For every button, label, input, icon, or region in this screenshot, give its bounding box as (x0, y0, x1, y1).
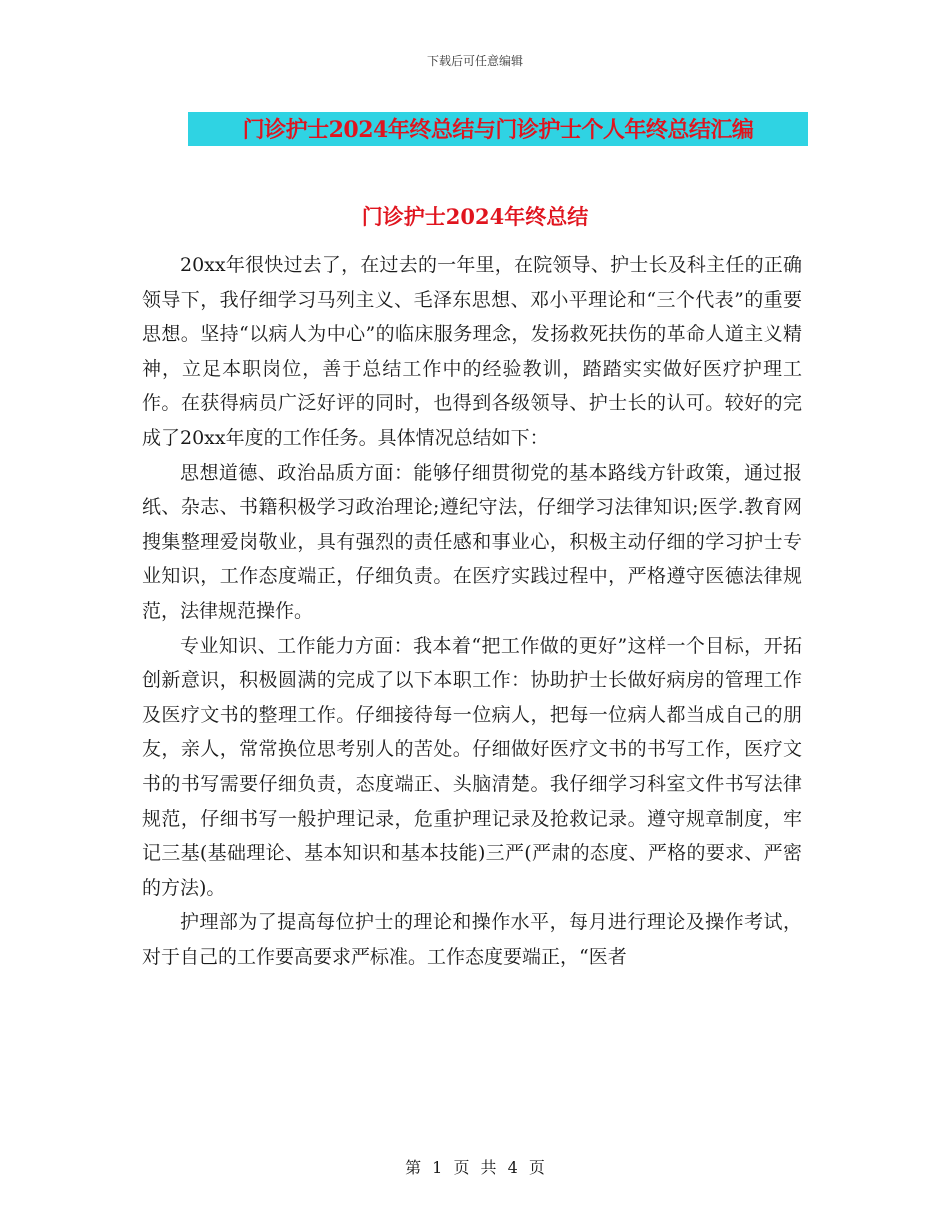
paragraph: 思想道德、政治品质方面：能够仔细贯彻党的基本路线方针政策，通过报纸、杂志、书籍积极学习政治理论;遵纪守法，仔细学习法律知识;医学.教育网搜集整理爱岗敬业，具有强烈的责任感和事业心，积极主动仔细的学习护士专业知识，工作态度端正，仔细负责。在医疗实践过程中，严格遵守医德法律规范，法律规范操作。 (142, 461, 802, 622)
document-main-title: 门诊护士2024年终总结与门诊护士个人年终总结汇编 (242, 117, 754, 143)
page-header-note: 下载后可任意编辑 (426, 54, 523, 68)
paragraph: 20xx年很快过去了，在过去的一年里，在院领导、护士长及科主任的正确领导下，我仔细学习马列主义、毛泽东思想、邓小平理论和“三个代表”的重要思想。坚持“以病人为中心”的临床服务理念，发扬救死扶伤的革命人道主义精神，立足本职岗位，善于总结工作中的经验教训，踏踏实实做好医疗护理工作。在获得病员广泛好评的同时，也得到各级领导、护士长的认可。较好的完成了20xx年度的工作任务。具体情况总结如下： (142, 254, 802, 449)
section-title: 门诊护士2024年终总结 (361, 204, 589, 229)
paragraph: 专业知识、工作能力方面：我本着“把工作做的更好”这样一个目标，开拓创新意识，积极圆满的完成了以下本职工作：协助护士长做好病房的管理工作及医疗文书的整理工作。仔细接待每一位病人，把每一位病人都当成自己的朋友，亲人，常常换位思考别人的苦处。仔细做好医疗文书的书写工作，医疗文书的书写需要仔细负责，态度端正、头脑清楚。我仔细学习科室文件书写法律规范，仔细书写一般护理记录，危重护理记录及抢救记录。遵守规章制度，牢记三基(基础理论、基本知识和基本技能)三严(严肃的态度、严格的要求、严密的方法)。 (142, 634, 802, 899)
paragraph: 护理部为了提高每位护士的理论和操作水平，每月进行理论及操作考试，对于自己的工作要高要求严标准。工作态度要端正，“医者 (142, 911, 802, 968)
page-footer-indicator: 第 1 页 共 4 页 (405, 1158, 545, 1177)
document-body (142, 248, 802, 974)
